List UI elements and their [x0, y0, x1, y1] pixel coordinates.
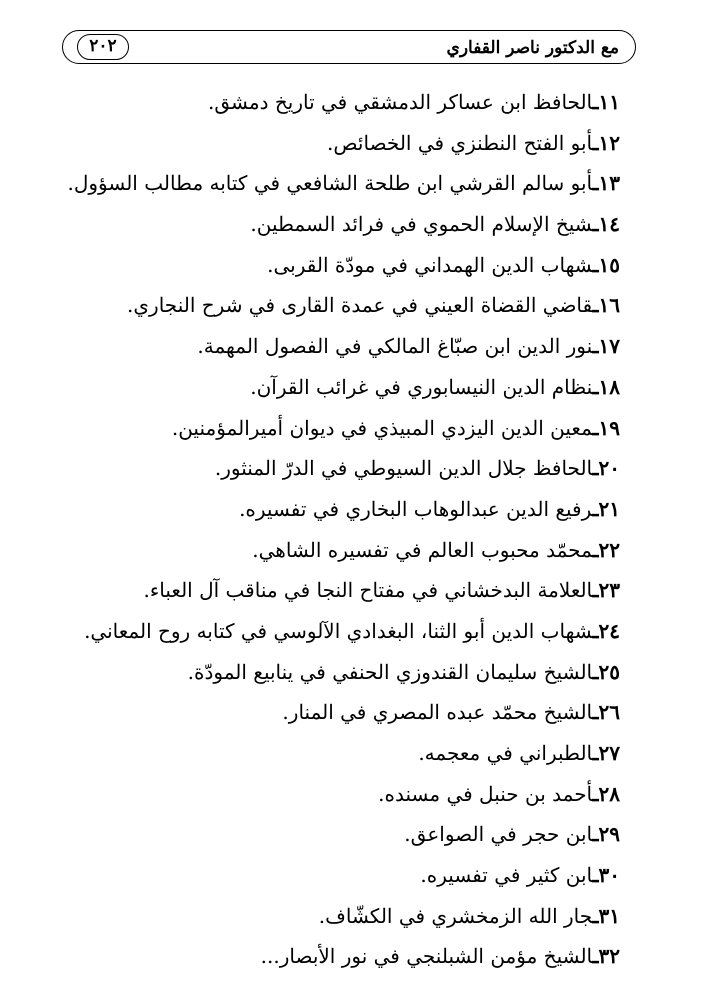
- item-number: ١٧ـ: [592, 334, 620, 359]
- page-number-badge: ٢٠٢: [77, 34, 129, 60]
- item-text: نور الدين ابن صبّاغ المالكي في الفصول المهمة.: [197, 334, 593, 359]
- item-number: ١٢ـ: [592, 130, 620, 155]
- item-number: ١٥ـ: [592, 252, 620, 277]
- item-number: ٢٤ـ: [592, 618, 620, 643]
- item-number: ١٤ـ: [592, 212, 620, 237]
- item-number: ١٦ـ: [592, 293, 620, 318]
- item-number: ١٨ـ: [592, 374, 620, 399]
- item-text: شهاب الدين أبو الثنا، البغدادي الآلوسي في كتابه روح المعاني.: [84, 618, 593, 643]
- list-item: [60, 204, 620, 245]
- list-item: [60, 285, 620, 326]
- list-item: [60, 611, 620, 652]
- list-item: [60, 855, 620, 896]
- item-number: ٢٩ـ: [592, 822, 620, 847]
- list-item: [60, 896, 620, 937]
- item-number: ١١ـ: [592, 90, 620, 114]
- list-item: [60, 123, 620, 164]
- item-number: ٢١ـ: [592, 496, 620, 521]
- list-item: [60, 408, 620, 449]
- item-text: شهاب الدين الهمداني في مودّة القربى.: [267, 252, 593, 277]
- list-item: [60, 530, 620, 571]
- item-text: ابن حجر في الصواعق.: [404, 822, 593, 847]
- list-item: [60, 814, 620, 855]
- item-text: جار الله الزمخشري في الكشّاف.: [318, 903, 593, 928]
- item-text: معين الدين اليزدي المبيذي في ديوان أميرالمؤمنين.: [171, 415, 593, 440]
- list-item: [60, 367, 620, 408]
- item-number: ٢٧ـ: [592, 741, 620, 765]
- item-text: الحافظ ابن عساكر الدمشقي في تاريخ دمشق.: [207, 90, 593, 114]
- list-item: [60, 245, 620, 286]
- item-text: الحافظ جلال الدين السيوطي في الدرّ المنثور.: [214, 456, 593, 481]
- item-number: ١٣ـ: [592, 171, 620, 196]
- item-text: شيخ الإسلام الحموي في فرائد السمطين.: [250, 212, 593, 237]
- list-item: [60, 652, 620, 693]
- item-number: ٢٨ـ: [592, 781, 620, 806]
- item-text: رفيع الدين عبدالوهاب البخاري في تفسيره.: [239, 496, 593, 521]
- item-number: ٣٢ـ: [592, 944, 620, 969]
- list-item: [60, 733, 620, 774]
- item-number: ٢٢ـ: [592, 537, 620, 562]
- item-text: العلامة البدخشاني في مفتاح النجا في مناقب آل العباء.: [143, 578, 593, 603]
- item-text: محمّد محبوب العالم في تفسيره الشاهي.: [252, 537, 593, 562]
- list-item: [60, 936, 620, 977]
- item-number: ٢٣ـ: [592, 578, 620, 603]
- item-text: الشيخ محمّد عبده المصري في المنار.: [282, 700, 593, 725]
- list-item: [60, 570, 620, 611]
- item-text: الشيخ سليمان القندوزي الحنفي في ينابيع المودّة.: [187, 659, 593, 684]
- item-number: ٣١ـ: [592, 903, 620, 928]
- reference-list: [60, 82, 620, 977]
- list-item: [60, 774, 620, 815]
- list-item: [60, 326, 620, 367]
- item-text: الشيخ مؤمن الشبلنجي في نور الأبصار...: [260, 944, 593, 969]
- item-text: نظام الدين النيسابوري في غرائب القرآن.: [250, 374, 593, 399]
- list-item: [60, 692, 620, 733]
- item-number: ١٩ـ: [592, 415, 620, 440]
- list-item: [60, 489, 620, 530]
- item-text: ابن كثير في تفسيره.: [420, 863, 593, 888]
- item-number: ٢٦ـ: [592, 700, 620, 725]
- item-number: ٣٠ـ: [592, 863, 620, 888]
- item-text: أبو الفتح النطنزي في الخصائص.: [327, 130, 593, 155]
- list-item: [60, 163, 620, 204]
- item-text: الطبراني في معجمه.: [418, 741, 593, 765]
- item-text: أحمد بن حنبل في مسنده.: [378, 781, 593, 806]
- item-number: ٢٠ـ: [592, 456, 620, 481]
- list-item: [60, 448, 620, 489]
- item-number: ٢٥ـ: [592, 659, 620, 684]
- list-item: [60, 82, 620, 123]
- item-text: أبو سالم القرشي ابن طلحة الشافعي في كتابه مطالب السؤول.: [67, 171, 593, 196]
- page-header: [62, 30, 636, 64]
- running-title: مع الدكتور ناصر القفاري: [446, 38, 619, 58]
- item-text: قاضي القضاة العيني في عمدة القارى في شرح النجاري.: [127, 293, 593, 318]
